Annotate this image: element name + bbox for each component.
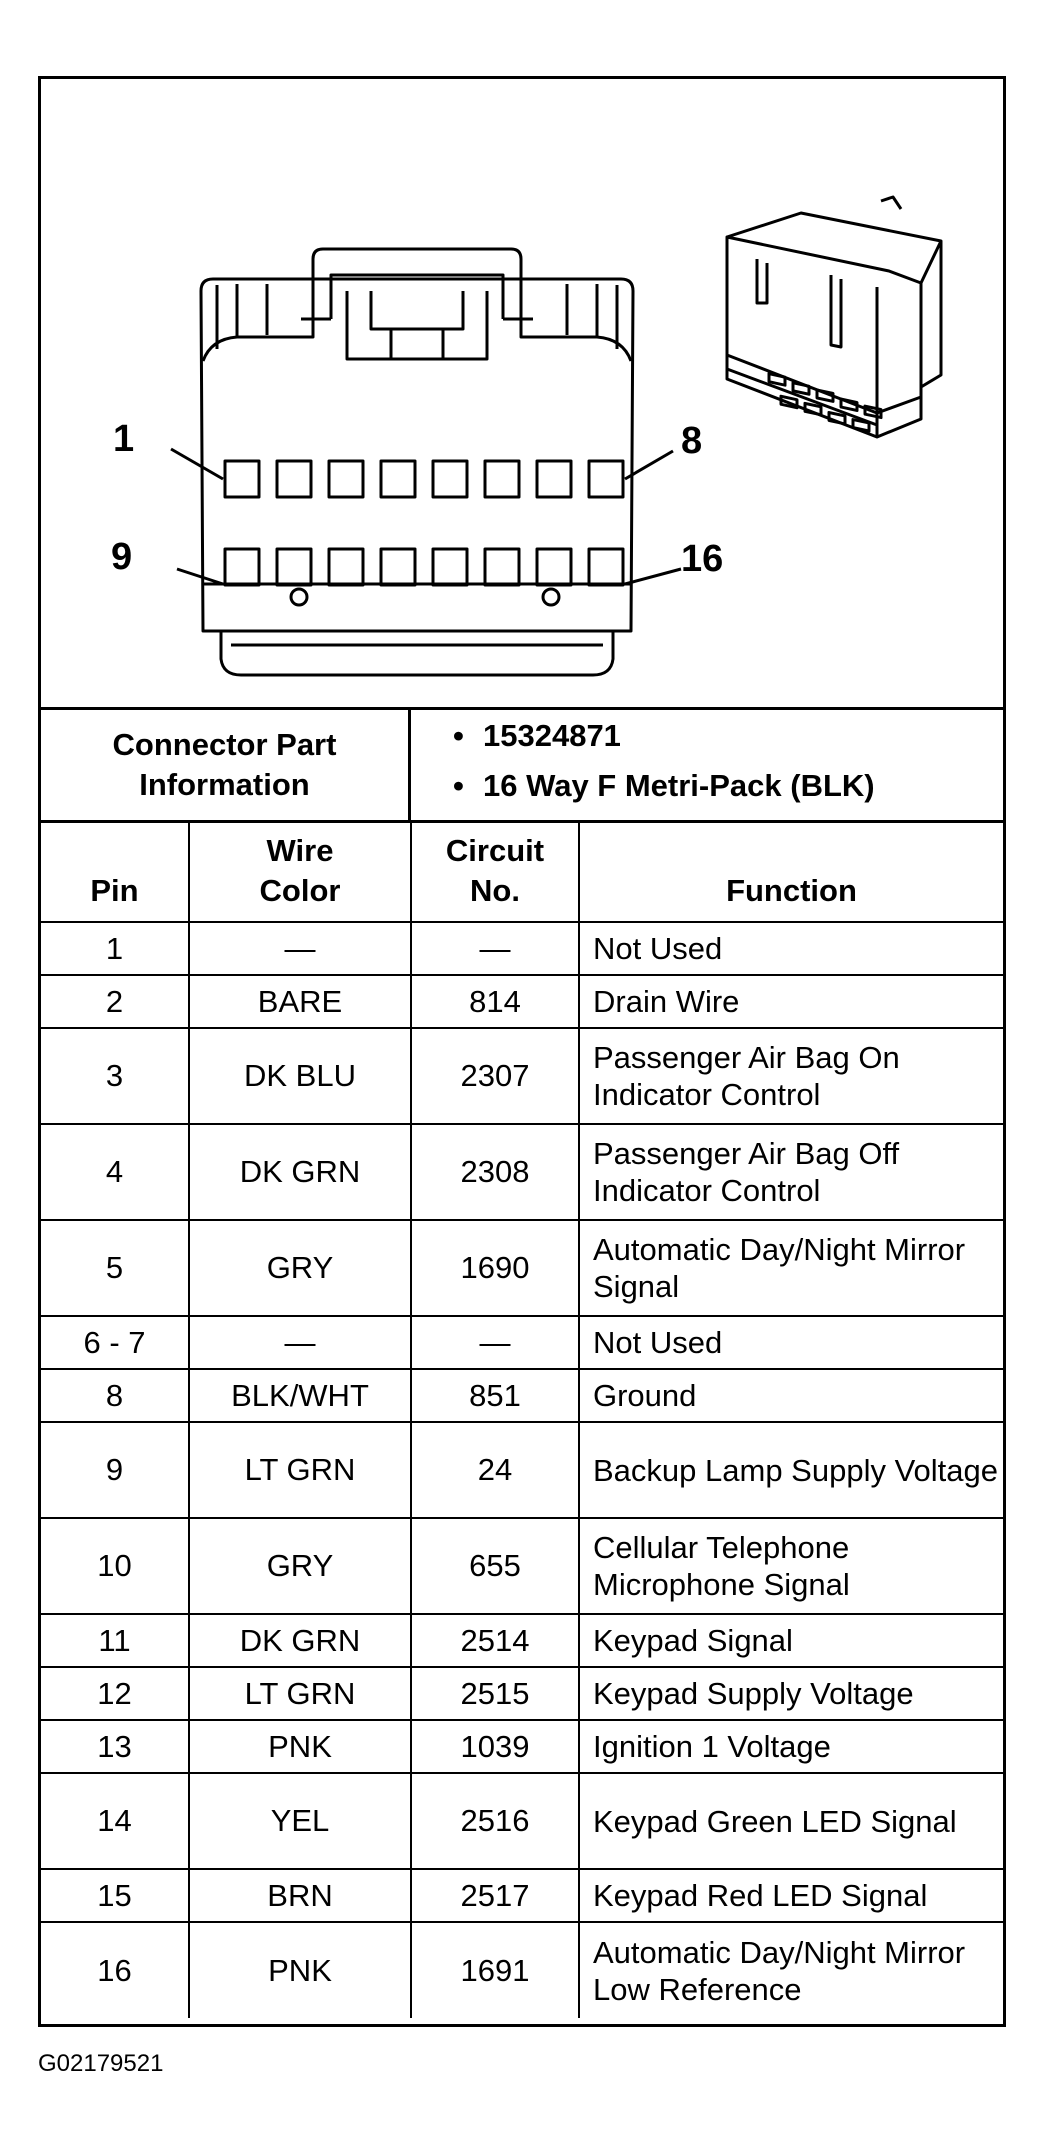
wire-color-cell: YEL: [189, 1773, 411, 1869]
wire-color-cell: BLK/WHT: [189, 1369, 411, 1422]
pin-cell: 13: [41, 1720, 189, 1773]
circuit-cell: 655: [411, 1518, 579, 1614]
circuit-cell: 2514: [411, 1614, 579, 1667]
wire-color-cell: DK GRN: [189, 1124, 411, 1220]
wire-color-cell: DK BLU: [189, 1028, 411, 1124]
function-cell: Cellular Telephone Microphone Signal: [579, 1518, 1003, 1614]
part-description-line: [453, 768, 875, 804]
pin-cell: 6 - 7: [41, 1316, 189, 1369]
connector-part-info-values: [413, 710, 1003, 820]
circuit-cell: —: [411, 1316, 579, 1369]
pin-cell: 1: [41, 922, 189, 975]
function-cell: Keypad Green LED Signal: [579, 1773, 1003, 1869]
wire-color-cell: GRY: [189, 1220, 411, 1316]
table-row: [41, 1773, 1003, 1869]
table-row: [41, 1124, 1003, 1220]
wire-color-cell: PNK: [189, 1922, 411, 2018]
function-cell: Keypad Red LED Signal: [579, 1869, 1003, 1922]
pin-cell: 15: [41, 1869, 189, 1922]
pin-label-1: 1: [113, 418, 135, 460]
wire-color-cell: LT GRN: [189, 1422, 411, 1518]
table-header-row: [41, 820, 1003, 922]
function-cell: Ground: [579, 1369, 1003, 1422]
table-row: [41, 1220, 1003, 1316]
pin-cell: 16: [41, 1922, 189, 2018]
table-row: [41, 1028, 1003, 1124]
connector-face-drawing: [41, 79, 1003, 707]
function-cell: Automatic Day/Night Mirror Signal: [579, 1220, 1003, 1316]
circuit-cell: 1039: [411, 1720, 579, 1773]
pin-label-8: 8: [681, 420, 703, 462]
info-label-line2: Information: [139, 767, 310, 802]
table-row: [41, 1614, 1003, 1667]
table-row: [41, 922, 1003, 975]
circuit-cell: 2515: [411, 1667, 579, 1720]
circuit-cell: 1691: [411, 1922, 579, 2018]
pin-cell: 12: [41, 1667, 189, 1720]
wire-color-cell: GRY: [189, 1518, 411, 1614]
part-description: 16 Way F Metri-Pack (BLK): [483, 768, 875, 803]
wire-color-cell: —: [189, 1316, 411, 1369]
function-cell: Passenger Air Bag Off Indicator Control: [579, 1124, 1003, 1220]
pin-cell: 2: [41, 975, 189, 1028]
header-function: Function: [579, 820, 1003, 922]
function-cell: Passenger Air Bag On Indicator Control: [579, 1028, 1003, 1124]
circuit-cell: 2308: [411, 1124, 579, 1220]
wire-color-cell: BRN: [189, 1869, 411, 1922]
function-cell: Automatic Day/Night Mirror Low Reference: [579, 1922, 1003, 2018]
bullet: •: [453, 718, 464, 753]
circuit-cell: 2516: [411, 1773, 579, 1869]
latch-tower: [313, 249, 521, 337]
table-row: [41, 975, 1003, 1028]
function-cell: Not Used: [579, 922, 1003, 975]
circuit-cell: 1690: [411, 1220, 579, 1316]
pin-cell: 8: [41, 1369, 189, 1422]
pin-cell: 9: [41, 1422, 189, 1518]
table-row: [41, 1369, 1003, 1422]
bullet: •: [453, 768, 464, 803]
header-pin: Pin: [41, 820, 189, 922]
pin-label-16: 16: [681, 538, 724, 580]
table-row: [41, 1518, 1003, 1614]
table-row: [41, 1316, 1003, 1369]
circuit-cell: 814: [411, 975, 579, 1028]
circuit-cell: 2517: [411, 1869, 579, 1922]
wire-color-cell: —: [189, 922, 411, 975]
circuit-cell: —: [411, 922, 579, 975]
connector-sheet: [38, 76, 1006, 2027]
part-number-line: [453, 718, 621, 754]
header-circuit-no: Circuit No.: [411, 820, 579, 922]
table-row: [41, 1869, 1003, 1922]
table-row: [41, 1667, 1003, 1720]
bottom-row-cavities: [225, 549, 623, 585]
part-number: 15324871: [483, 718, 621, 753]
table-row: [41, 1422, 1003, 1518]
figure-code: G02179521: [38, 2050, 164, 2077]
connector-diagram: [41, 79, 1003, 710]
info-label-line1: Connector Part: [112, 727, 337, 762]
function-cell: Not Used: [579, 1316, 1003, 1369]
pin-cell: 4: [41, 1124, 189, 1220]
table-row: [41, 1720, 1003, 1773]
pin-cell: 14: [41, 1773, 189, 1869]
pin-cell: 11: [41, 1614, 189, 1667]
circuit-cell: 24: [411, 1422, 579, 1518]
function-cell: Keypad Signal: [579, 1614, 1003, 1667]
pin-cell: 5: [41, 1220, 189, 1316]
function-cell: Ignition 1 Voltage: [579, 1720, 1003, 1773]
function-cell: Drain Wire: [579, 975, 1003, 1028]
pin-cell: 3: [41, 1028, 189, 1124]
function-cell: Keypad Supply Voltage: [579, 1667, 1003, 1720]
circuit-cell: 2307: [411, 1028, 579, 1124]
wire-color-cell: DK GRN: [189, 1614, 411, 1667]
wire-color-cell: BARE: [189, 975, 411, 1028]
connector-part-info: [41, 710, 1003, 823]
pin-table: [41, 820, 1003, 2018]
wire-color-cell: LT GRN: [189, 1667, 411, 1720]
pin-cell: 10: [41, 1518, 189, 1614]
header-wire-color: Wire Color: [189, 820, 411, 922]
connector-3d-view: [727, 197, 941, 437]
pin-label-9: 9: [111, 536, 133, 578]
wire-color-cell: PNK: [189, 1720, 411, 1773]
top-row-cavities: [225, 461, 623, 497]
table-row: [41, 1922, 1003, 2018]
connector-part-info-label: [41, 710, 411, 820]
circuit-cell: 851: [411, 1369, 579, 1422]
function-cell: Backup Lamp Supply Voltage: [579, 1422, 1003, 1518]
